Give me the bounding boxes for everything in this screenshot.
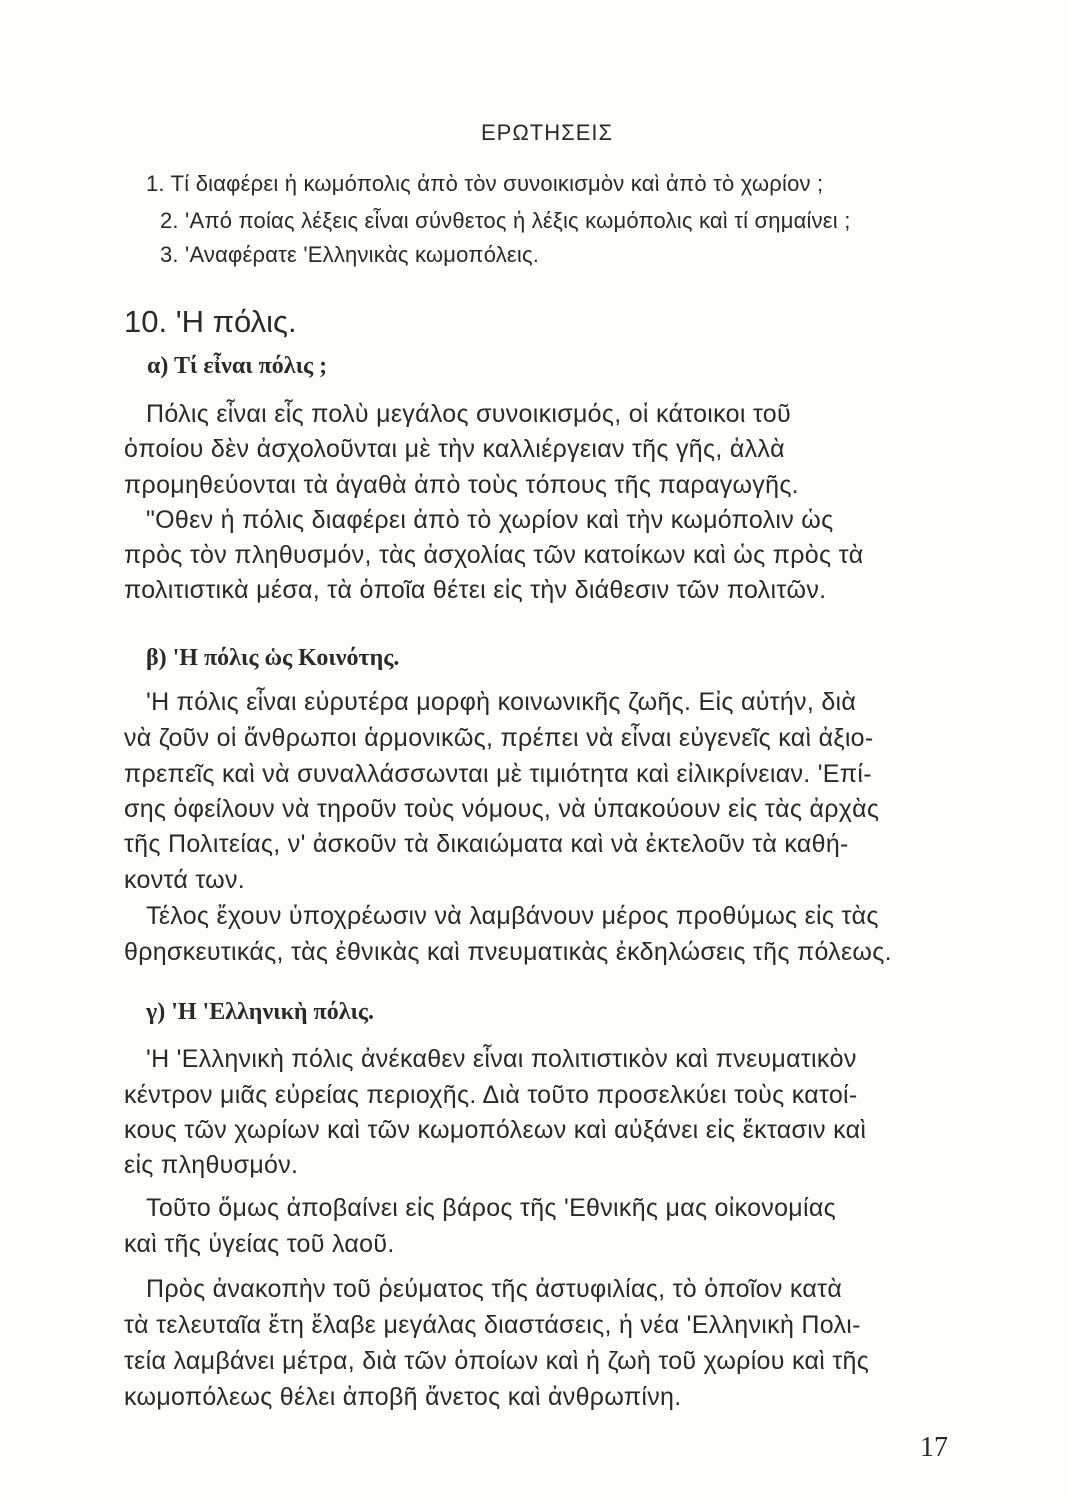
question-1: 1. Τί διαφέρει ἡ κωμόπολις ἀπὸ τὸν συνοικισμὸν καὶ ἀπὸ τὸ χωρίον ;: [146, 171, 824, 196]
paragraph-line: καὶ τῆς ὑγείας τοῦ λαοῦ.: [124, 1230, 395, 1258]
paragraph-line: "Οθεν ἡ πόλις διαφέρει ἀπὸ τὸ χωρίον καὶ τὴν κωμόπολιν ὡς: [146, 506, 834, 534]
paragraph-line: 'Η 'Ελληνικὴ πόλις ἀνέκαθεν εἶναι πολιτιστικὸν καὶ πνευματικὸν: [146, 1045, 857, 1073]
paragraph-line: πρεπεῖς καὶ νὰ συναλλάσσωνται μὲ τιμιότητα καὶ εἰλικρίνειαν. 'Επί-: [124, 760, 872, 788]
paragraph-line: τεία λαμβάνει μέτρα, διὰ τῶν ὁποίων καὶ ἡ ζωὴ τοῦ χωρίου καὶ τῆς: [124, 1347, 870, 1375]
paragraph-line: προμηθεύονται τὰ ἀγαθὰ ἀπὸ τοὺς τόπους τῆς παραγωγῆς.: [124, 471, 799, 499]
paragraph-line: κέντρον μιᾶς εὐρείας περιοχῆς. Διὰ τοῦτο προσελκύει τοὺς κατοί-: [124, 1081, 858, 1109]
question-2: 2. 'Από ποίας λέξεις εἶναι σύνθετος ἡ λέξις κωμόπολις καὶ τί σημαίνει ;: [160, 208, 851, 233]
paragraph-line: τῆς Πολιτείας, ν' ἀσκοῦν τὰ δικαιώματα καὶ νὰ ἐκτελοῦν τὰ καθή-: [124, 830, 849, 858]
paragraph-line: 'Η πόλις εἶναι εὐρυτέρα μορφὴ κοινωνικῆς ζωῆς. Εἰς αὐτήν, διὰ: [146, 688, 857, 716]
paragraph-line: νὰ ζοῦν οἱ ἄνθρωποι ἁρμονικῶς, πρέπει νὰ εἶναι εὐγενεῖς καὶ ἀξιο-: [124, 724, 874, 752]
paragraph-line: κους τῶν χωρίων καὶ τῶν κωμοπόλεων καὶ αὐξάνει εἰς ἔκτασιν καὶ: [124, 1116, 867, 1144]
subsection-c-title: γ) 'Η 'Ελληνικὴ πόλις.: [146, 999, 375, 1025]
subsection-b-title: β) 'Η πόλις ὡς Κοινότης.: [146, 645, 400, 671]
paragraph-line: Πρὸς ἀνακοπὴν τοῦ ῥεύματος τῆς ἀστυφιλίας, τὸ ὁποῖον κατὰ: [146, 1275, 843, 1303]
paragraph-line: τὰ τελευταῖα ἔτη ἔλαβε μεγάλας διαστάσεις, ἡ νέα 'Ελληνικὴ Πολι-: [124, 1311, 861, 1339]
paragraph-line: κοντά των.: [124, 866, 246, 894]
paragraph-line: Πόλις εἶναι εἷς πολὺ μεγάλος συνοικισμός, οἱ κάτοικοι τοῦ: [146, 400, 791, 428]
paragraph-line: Τοῦτο ὅμως ἀποβαίνει εἰς βάρος τῆς 'Εθνικῆς μας οἰκονομίας: [146, 1194, 836, 1222]
paragraph-line: Τέλος ἔχουν ὑποχρέωσιν νὰ λαμβάνουν μέρος προθύμως εἰς τὰς: [146, 902, 879, 930]
paragraph-line: εἰς πληθυσμόν.: [124, 1151, 299, 1179]
paragraph-line: σης ὀφείλουν νὰ τηροῦν τοὺς νόμους, νὰ ὑπακούουν εἰς τὰς ἀρχὰς: [124, 795, 880, 823]
paragraph-line: ὁποίου δὲν ἀσχολοῦνται μὲ τὴν καλλιέργειαν τῆς γῆς, ἀλλὰ: [124, 435, 785, 463]
paragraph-line: πολιτιστικὰ μέσα, τὰ ὁποῖα θέτει εἰς τὴν διάθεσιν τῶν πολιτῶν.: [124, 576, 827, 604]
paragraph-line: πρὸς τὸν πληθυσμόν, τὰς ἀσχολίας τῶν κατοίκων καὶ ὡς πρὸς τὰ: [124, 541, 864, 569]
section-title: 10. 'Η πόλις.: [124, 304, 297, 339]
paragraph-line: κωμοπόλεως θέλει ἀποβῆ ἄνετος καὶ ἀνθρωπίνη.: [124, 1383, 682, 1411]
paragraph-line: θρησκευτικάς, τὰς ἐθνικὰς καὶ πνευματικὰς ἐκδηλώσεις τῆς πόλεως.: [124, 938, 892, 966]
page-number: 17: [920, 1432, 948, 1463]
question-3: 3. 'Αναφέρατε 'Ελληνικὰς κωμοπόλεις.: [160, 242, 540, 267]
subsection-a-title: α) Τί εἶναι πόλις ;: [147, 353, 328, 379]
questions-heading: ΕΡΩΤΗΣΕΙΣ: [481, 120, 614, 145]
